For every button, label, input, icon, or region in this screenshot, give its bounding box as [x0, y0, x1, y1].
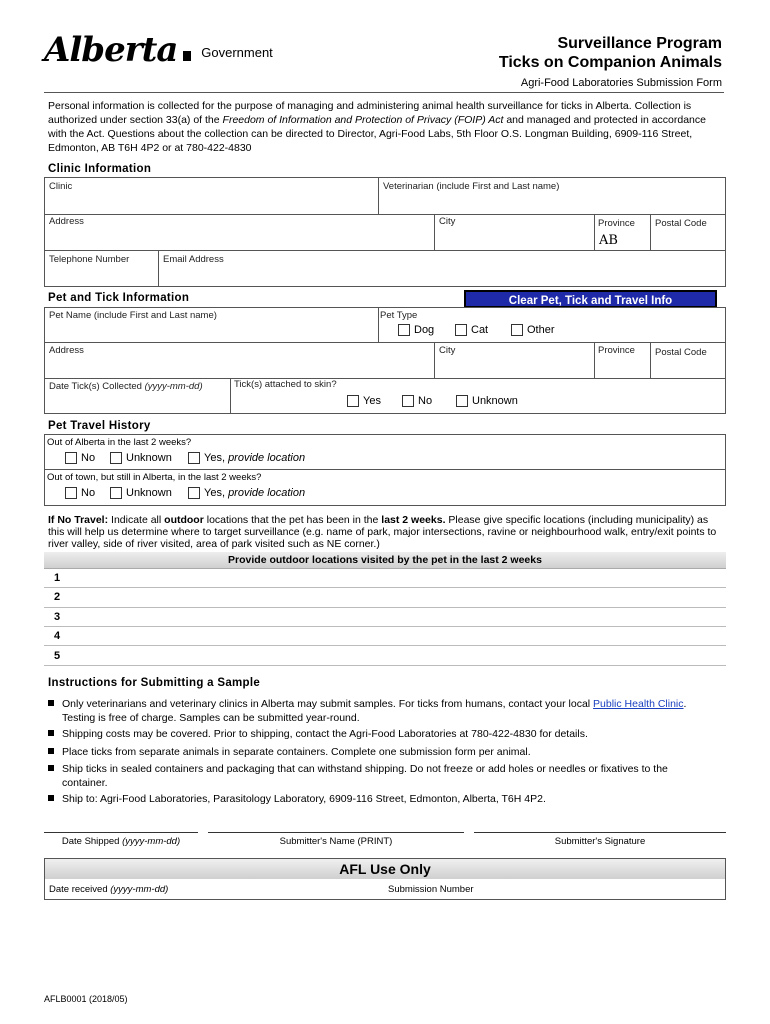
date-received-text: Date received: [49, 884, 111, 895]
pet-row-line-1: [44, 342, 726, 343]
date-received-format: (yyyy-mm-dd): [110, 884, 169, 895]
logo-flag-icon: [183, 51, 191, 61]
pet-divider-1: [378, 307, 379, 343]
no-travel-text-c: Please give specific locations (including municipality) as this will help us determine where to target surveillance (e.g. name of park, major intersections, ravine or neighbourhood walk, entry/exit points to river valley, side of river visited, area of park visited such as NE corner.): [48, 514, 717, 550]
q1-yes-label: Yes,: [204, 452, 229, 464]
clinic-address-field[interactable]: Address: [49, 216, 84, 227]
clear-pet-tick-travel-button[interactable]: Clear Pet, Tick and Travel Info: [464, 290, 717, 308]
loc-line-0: [44, 568, 726, 569]
date-shipped-label: [44, 836, 198, 847]
attached-unknown[interactable]: [456, 395, 518, 407]
instruction-5: [48, 792, 718, 806]
attached-no[interactable]: [402, 395, 432, 407]
submission-number-field[interactable]: Submission Number: [388, 884, 474, 895]
pet-province-field[interactable]: Province: [598, 345, 635, 356]
pet-heading: Pet and Tick Information: [48, 292, 190, 304]
cat-label: Cat: [471, 324, 489, 336]
no-travel-text-b: locations that the pet has been in the: [203, 514, 382, 526]
q2-yes-location: provide location: [228, 487, 306, 499]
location-row-4[interactable]: 4: [54, 630, 61, 642]
pet-type-other[interactable]: [511, 324, 555, 336]
veterinarian-field[interactable]: Veterinarian (include First and Last name): [383, 181, 560, 192]
alberta-logo: [44, 30, 273, 70]
date-shipped-text: Date Shipped: [61, 836, 123, 847]
logo-wordmark: Alberta: [44, 30, 178, 70]
clinic-heading: Clinic Information: [48, 163, 152, 175]
pet-row-line-2: [44, 378, 726, 379]
locations-table-header: Provide outdoor locations visited by the pet in the last 2 weeks: [44, 552, 726, 568]
logo-government: Government: [201, 45, 273, 60]
attached-yes-label: Yes: [363, 395, 381, 407]
pet-address-field[interactable]: Address: [49, 345, 84, 356]
clinic-divider-2: [434, 214, 435, 250]
instructions-heading: Instructions for Submitting a Sample: [48, 677, 261, 689]
privacy-text-1: Personal information is collected for the purpose of managing and administering animal health surveillance for ticks in Alberta. Collection is authorized under section 33(a) of the: [48, 100, 692, 126]
date-shipped-line[interactable]: [44, 832, 198, 833]
instruction-2: [48, 727, 718, 741]
location-row-5[interactable]: 5: [54, 650, 61, 662]
location-row-2[interactable]: 2: [54, 591, 61, 603]
clinic-row-line-1: [44, 214, 726, 215]
date-collected-label: Date Tick(s) Collected: [49, 381, 145, 392]
date-shipped-format: (yyyy-mm-dd): [122, 836, 181, 847]
pet-type-label: Pet Type: [380, 310, 418, 321]
q2-yes-label: Yes,: [204, 487, 229, 499]
telephone-field[interactable]: Telephone Number: [49, 254, 130, 265]
q2-no[interactable]: [65, 487, 95, 499]
q1-no-label: No: [81, 452, 96, 464]
q1-unknown-checkbox[interactable]: [110, 452, 122, 464]
q2-unknown-checkbox[interactable]: [110, 487, 122, 499]
no-travel-instructions: [48, 514, 720, 550]
clinic-box: [44, 177, 726, 287]
attached-unknown-label: Unknown: [472, 395, 518, 407]
form-title: [499, 34, 722, 72]
header-divider: [44, 92, 724, 93]
submitter-signature-label: Submitter's Signature: [554, 836, 646, 847]
clinic-postal-field[interactable]: Postal Code: [655, 218, 707, 229]
location-row-1[interactable]: 1: [54, 572, 61, 584]
clinic-field[interactable]: Clinic: [49, 181, 73, 192]
q1-no-checkbox[interactable]: [65, 452, 77, 464]
dog-label: Dog: [414, 324, 435, 336]
tick-attached-label: Tick(s) attached to skin?: [234, 379, 337, 390]
cat-checkbox[interactable]: [455, 324, 467, 336]
public-health-clinic-link[interactable]: Public Health Clinic: [593, 698, 684, 710]
q1-unknown-label: Unknown: [126, 452, 172, 464]
q2-yes[interactable]: [188, 487, 305, 499]
travel-q1-label: Out of Alberta in the last 2 weeks?: [47, 437, 192, 448]
submitter-name-label: Submitter's Name (PRINT): [279, 836, 393, 847]
q2-unknown-label: Unknown: [126, 487, 172, 499]
title-line-2: Ticks on Companion Animals: [498, 54, 722, 71]
clinic-divider-1: [378, 177, 379, 215]
q1-unknown[interactable]: [110, 452, 172, 464]
pet-divider-5: [230, 378, 231, 414]
clinic-divider-4: [650, 214, 651, 250]
q1-no[interactable]: [65, 452, 95, 464]
clinic-divider-5: [158, 250, 159, 287]
q2-unknown[interactable]: [110, 487, 172, 499]
pet-name-field[interactable]: Pet Name (include First and Last name): [49, 310, 217, 321]
loc-line-4: [44, 645, 726, 646]
privacy-text-2: and managed and protected in accordance with the Act. Questions about the collection can be directed to Director, Agri-Food Labs, 5th Floor O.S. Longman Building, 6909-116 Street, Edmonton, AB T6H 4P2 or at 780-422-4830: [48, 114, 706, 154]
pet-divider-4: [650, 342, 651, 379]
attached-no-checkbox[interactable]: [402, 395, 414, 407]
location-row-3[interactable]: 3: [54, 611, 61, 623]
instruction-4-text: Ship ticks in sealed containers and packaging that can withstand shipping. Do not freeze or add holes or needles or fixatives to the container.: [62, 763, 668, 789]
privacy-act-name: Freedom of Information and Protection of Privacy (FOIP) Act: [222, 114, 504, 126]
pet-divider-3: [594, 342, 595, 379]
q1-yes-location: provide location: [228, 452, 306, 464]
no-travel-outdoor: outdoor: [164, 514, 204, 526]
email-field[interactable]: Email Address: [163, 254, 224, 265]
submitter-signature-line[interactable]: [474, 832, 726, 833]
pet-box: [44, 307, 726, 414]
instruction-4: [48, 762, 718, 790]
date-collected-field[interactable]: [49, 381, 203, 392]
attached-unknown-checkbox[interactable]: [456, 395, 468, 407]
clinic-divider-3: [594, 214, 595, 250]
dog-checkbox[interactable]: [398, 324, 410, 336]
clinic-row-line-2: [44, 250, 726, 251]
pet-divider-2: [434, 342, 435, 379]
q2-no-label: No: [81, 487, 96, 499]
no-travel-text-a: Indicate all: [108, 514, 165, 526]
instruction-1-text-b: . Testing is free of charge. Samples can be submitted year-round.: [62, 698, 687, 724]
pet-city-field[interactable]: City: [439, 345, 456, 356]
attached-yes-checkbox[interactable]: [347, 395, 359, 407]
instruction-3: [48, 745, 718, 759]
form-subtitle: Agri-Food Laboratories Submission Form: [520, 77, 722, 89]
loc-line-1: [44, 587, 726, 588]
instruction-1: [48, 697, 718, 725]
submitter-name-line[interactable]: [208, 832, 464, 833]
privacy-notice: [48, 99, 723, 155]
attached-no-label: No: [418, 395, 433, 407]
travel-row-line: [44, 469, 726, 470]
q2-no-checkbox[interactable]: [65, 487, 77, 499]
travel-q2-label: Out of town, but still in Alberta, in the last 2 weeks?: [47, 472, 262, 483]
clinic-province-field[interactable]: AB: [599, 233, 618, 248]
date-collected-format: (yyyy-mm-dd): [144, 381, 203, 392]
attached-yes[interactable]: [347, 395, 381, 407]
loc-line-2: [44, 607, 726, 608]
no-travel-last: last 2 weeks.: [381, 514, 446, 526]
afl-heading: AFL Use Only: [45, 859, 725, 879]
clinic-province-label: Province: [598, 218, 635, 229]
instruction-2-text: Shipping costs may be covered. Prior to shipping, contact the Agri-Food Laboratories at 780-422-4830 for details.: [62, 728, 588, 740]
clinic-city-field[interactable]: City: [439, 216, 456, 227]
travel-heading: Pet Travel History: [48, 420, 151, 432]
date-received-field[interactable]: [49, 884, 168, 895]
other-checkbox[interactable]: [511, 324, 523, 336]
no-travel-bold: If No Travel:: [48, 514, 109, 526]
pet-type-cat[interactable]: [455, 324, 488, 336]
pet-postal-field[interactable]: Postal Code: [655, 347, 707, 358]
loc-line-3: [44, 626, 726, 627]
q1-yes[interactable]: [188, 452, 305, 464]
q1-yes-checkbox[interactable]: [188, 452, 200, 464]
other-label: Other: [527, 324, 555, 336]
loc-line-5: [44, 665, 726, 666]
form-code: AFLB0001 (2018/05): [44, 994, 128, 1004]
instruction-1-text-a: Only veterinarians and veterinary clinics in Alberta may submit samples. For ticks from humans, contact your local: [62, 698, 594, 710]
q2-yes-checkbox[interactable]: [188, 487, 200, 499]
instruction-5-text: Ship to: Agri-Food Laboratories, Parasitology Laboratory, 6909-116 Street, Edmonton, Alberta, T6H 4P2.: [62, 793, 546, 805]
instruction-3-text: Place ticks from separate animals in separate containers. Complete one submission form per animal.: [62, 746, 531, 758]
title-line-1: Surveillance Program: [557, 35, 722, 52]
pet-type-dog[interactable]: [398, 324, 434, 336]
